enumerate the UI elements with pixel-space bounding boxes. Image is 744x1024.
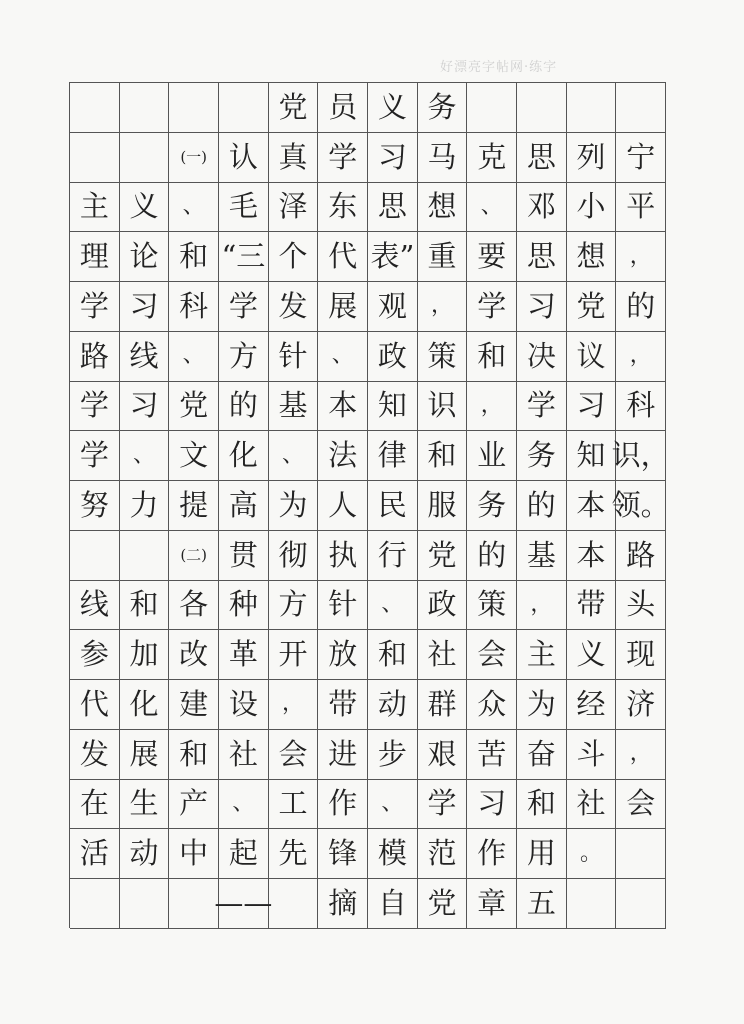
grid-cell: 律 <box>368 431 418 481</box>
grid-cell: 生 <box>120 780 170 830</box>
grid-cell: 、 <box>269 431 319 481</box>
grid-cell: 路 <box>70 332 120 382</box>
grid-cell: 宁 <box>616 133 666 183</box>
grid-cell: 本 <box>567 481 617 531</box>
grid-cell: 邓 <box>517 183 567 233</box>
grid-cell: 平 <box>616 183 666 233</box>
grid-cell: 服 <box>418 481 468 531</box>
grid-cell: 自 <box>368 879 418 929</box>
grid-cell: 个 <box>269 232 319 282</box>
grid-row <box>70 630 666 680</box>
grid-cell: 行 <box>368 531 418 581</box>
grid-cell: 中 <box>169 829 219 879</box>
grid-cell: 建 <box>169 680 219 730</box>
grid-cell: 表” <box>368 232 418 282</box>
grid-cell: 针 <box>269 332 319 382</box>
grid-cell <box>219 83 269 133</box>
grid-cell: 艰 <box>418 730 468 780</box>
grid-cell: 主 <box>70 183 120 233</box>
grid-cell: 化 <box>120 680 170 730</box>
grid-cell: 进 <box>318 730 368 780</box>
grid-cell: 放 <box>318 630 368 680</box>
grid-cell: 头 <box>616 581 666 631</box>
grid-row <box>70 282 666 332</box>
grid-cell: 人 <box>318 481 368 531</box>
grid-cell <box>120 531 170 581</box>
writing-grid <box>69 82 670 928</box>
grid-cell: 义 <box>120 183 170 233</box>
grid-cell <box>616 879 666 929</box>
grid-cell: 代 <box>318 232 368 282</box>
grid-cell: 作 <box>318 780 368 830</box>
grid-cell: 学 <box>70 382 120 432</box>
grid-cell: 经 <box>567 680 617 730</box>
grid-cell: 努 <box>70 481 120 531</box>
grid-row <box>70 332 666 382</box>
grid-cell: 党 <box>269 83 319 133</box>
grid-cell <box>567 83 617 133</box>
grid-cell <box>467 83 517 133</box>
grid-cell: 章 <box>467 879 517 929</box>
grid-row <box>70 431 670 481</box>
grid-cell: 动 <box>120 829 170 879</box>
grid-cell: —— <box>219 879 269 929</box>
grid-cell: 和 <box>368 630 418 680</box>
grid-cell: ， <box>616 232 666 282</box>
grid-cell <box>169 879 219 929</box>
grid-cell: 和 <box>169 730 219 780</box>
grid-cell: ， <box>616 332 666 382</box>
grid-cell: 学 <box>70 282 120 332</box>
grid-cell: 展 <box>120 730 170 780</box>
grid-cell: 在 <box>70 780 120 830</box>
grid-cell: 学 <box>70 431 120 481</box>
grid-cell: 五 <box>517 879 567 929</box>
grid-cell: 活 <box>70 829 120 879</box>
grid-cell <box>567 879 617 929</box>
grid-row <box>70 531 666 581</box>
grid-cell: 认 <box>219 133 269 183</box>
grid-cell: 习 <box>567 382 617 432</box>
grid-cell: ， <box>467 382 517 432</box>
grid-cell <box>120 879 170 929</box>
grid-cell: 文 <box>169 431 219 481</box>
grid-cell: 工 <box>269 780 319 830</box>
grid-cell: 社 <box>567 780 617 830</box>
grid-cell: 代 <box>70 680 120 730</box>
grid-row <box>70 581 666 631</box>
grid-cell: 思 <box>517 133 567 183</box>
grid-cell: 论 <box>120 232 170 282</box>
grid-cell: 社 <box>418 630 468 680</box>
grid-cell: 科 <box>169 282 219 332</box>
grid-row <box>70 730 666 780</box>
grid-cell: 济 <box>616 680 666 730</box>
grid-cell: 为 <box>269 481 319 531</box>
grid-cell: 的 <box>219 382 269 432</box>
grid-cell: (二) <box>169 531 219 581</box>
grid-cell: 列 <box>567 133 617 183</box>
grid-cell: 习 <box>368 133 418 183</box>
grid-cell: 步 <box>368 730 418 780</box>
grid-cell: 带 <box>318 680 368 730</box>
grid-cell: 知 <box>567 431 617 481</box>
grid-cell: 想 <box>567 232 617 282</box>
grid-row <box>70 879 666 929</box>
grid-cell: 学 <box>467 282 517 332</box>
grid-row <box>70 481 670 531</box>
grid-cell: 摘 <box>318 879 368 929</box>
grid-cell: 习 <box>517 282 567 332</box>
grid-cell <box>269 879 319 929</box>
grid-cell: 策 <box>467 581 517 631</box>
grid-cell: 高 <box>219 481 269 531</box>
grid-cell: 学 <box>219 282 269 332</box>
grid-cell: 路 <box>616 531 666 581</box>
grid-cell: 、 <box>467 183 517 233</box>
grid-cell <box>120 83 170 133</box>
grid-cell: 开 <box>269 630 319 680</box>
grid-cell: 毛 <box>219 183 269 233</box>
grid-cell: 的 <box>467 531 517 581</box>
grid-cell: 马 <box>418 133 468 183</box>
grid-cell: 想 <box>418 183 468 233</box>
grid-cell: 范 <box>418 829 468 879</box>
grid-cell: 苦 <box>467 730 517 780</box>
grid-cell: 东 <box>318 183 368 233</box>
grid-cell <box>616 83 666 133</box>
grid-row <box>70 780 666 830</box>
grid-cell <box>169 83 219 133</box>
grid-cell: 小 <box>567 183 617 233</box>
grid-cell: “三 <box>219 232 269 282</box>
grid-cell: 、 <box>368 780 418 830</box>
grid-cell <box>70 879 120 929</box>
grid-cell: 业 <box>467 431 517 481</box>
grid-cell: 学 <box>418 780 468 830</box>
grid-cell: 各 <box>169 581 219 631</box>
grid-cell: 务 <box>517 431 567 481</box>
grid-cell: 基 <box>517 531 567 581</box>
grid-cell: 的 <box>517 481 567 531</box>
grid-cell: 思 <box>368 183 418 233</box>
grid-cell: 策 <box>418 332 468 382</box>
grid-cell: 线 <box>70 581 120 631</box>
grid-cell: 主 <box>517 630 567 680</box>
grid-cell: 观 <box>368 282 418 332</box>
grid-cell: 会 <box>467 630 517 680</box>
grid-row <box>70 232 666 282</box>
grid-cell: 斗 <box>567 730 617 780</box>
grid-cell: 锋 <box>318 829 368 879</box>
grid-cell: 模 <box>368 829 418 879</box>
grid-cell: ， <box>616 730 666 780</box>
grid-cell: 本 <box>567 531 617 581</box>
grid-cell: 社 <box>219 730 269 780</box>
grid-cell: 。 <box>567 829 617 879</box>
grid-cell: 义 <box>368 83 418 133</box>
grid-cell: 提 <box>169 481 219 531</box>
grid-cell: 带 <box>567 581 617 631</box>
grid-row <box>70 133 666 183</box>
grid-cell: 发 <box>70 730 120 780</box>
grid-cell: 改 <box>169 630 219 680</box>
grid-cell: 习 <box>120 382 170 432</box>
grid-cell <box>120 133 170 183</box>
grid-cell: 、 <box>120 431 170 481</box>
grid-row <box>70 183 666 233</box>
grid-cell: 现 <box>616 630 666 680</box>
grid-cell: 真 <box>269 133 319 183</box>
grid-cell: 和 <box>169 232 219 282</box>
grid-cell: ， <box>418 282 468 332</box>
grid-cell: 、 <box>169 332 219 382</box>
grid-cell: 产 <box>169 780 219 830</box>
grid-cell: 识， <box>616 431 666 481</box>
grid-cell: 展 <box>318 282 368 332</box>
grid-cell: 化 <box>219 431 269 481</box>
grid-cell: 员 <box>318 83 368 133</box>
grid-cell: 为 <box>517 680 567 730</box>
grid-cell <box>517 83 567 133</box>
grid-cell: ， <box>269 680 319 730</box>
grid-cell: 学 <box>318 133 368 183</box>
grid-cell: 、 <box>219 780 269 830</box>
grid-cell: 作 <box>467 829 517 879</box>
grid-cell: 奋 <box>517 730 567 780</box>
grid-cell <box>70 133 120 183</box>
grid-cell: 习 <box>120 282 170 332</box>
grid-row <box>70 382 666 432</box>
grid-cell: 和 <box>418 431 468 481</box>
grid-cell: 务 <box>418 83 468 133</box>
grid-cell: 要 <box>467 232 517 282</box>
grid-cell: 彻 <box>269 531 319 581</box>
grid-cell: 参 <box>70 630 120 680</box>
grid-cell: 科 <box>616 382 666 432</box>
grid-cell: 用 <box>517 829 567 879</box>
grid-cell: 务 <box>467 481 517 531</box>
grid-cell: (一) <box>169 133 219 183</box>
grid-cell: 领。 <box>616 481 666 531</box>
grid-cell: 思 <box>517 232 567 282</box>
grid-row <box>70 83 666 133</box>
grid-cell: 群 <box>418 680 468 730</box>
grid-cell: 重 <box>418 232 468 282</box>
grid-cell: 起 <box>219 829 269 879</box>
faint-watermark: 好漂亮字帖网·练字 <box>440 60 558 75</box>
grid-cell: 发 <box>269 282 319 332</box>
grid-cell: 克 <box>467 133 517 183</box>
grid-cell: 先 <box>269 829 319 879</box>
grid-cell: 、 <box>318 332 368 382</box>
grid-cell: 本 <box>318 382 368 432</box>
grid-cell: 党 <box>418 879 468 929</box>
grid-cell: 执 <box>318 531 368 581</box>
grid-cell: 、 <box>368 581 418 631</box>
grid-cell: 会 <box>269 730 319 780</box>
grid-cell: 党 <box>567 282 617 332</box>
grid-cell: 动 <box>368 680 418 730</box>
grid-cell: 贯 <box>219 531 269 581</box>
grid-cell: 政 <box>418 581 468 631</box>
grid-cell: 基 <box>269 382 319 432</box>
grid-cell: 众 <box>467 680 517 730</box>
grid-cell: 的 <box>616 282 666 332</box>
grid-cell: 义 <box>567 630 617 680</box>
grid-cell: 习 <box>467 780 517 830</box>
grid-cell: 革 <box>219 630 269 680</box>
grid-cell: 和 <box>120 581 170 631</box>
grid-row <box>70 829 666 879</box>
grid-cell: 方 <box>269 581 319 631</box>
grid-cell: 政 <box>368 332 418 382</box>
grid-cell: 线 <box>120 332 170 382</box>
grid-cell: 方 <box>219 332 269 382</box>
grid-cell: 党 <box>418 531 468 581</box>
grid-cell: 民 <box>368 481 418 531</box>
grid-cell: ， <box>517 581 567 631</box>
grid-cell: 力 <box>120 481 170 531</box>
grid-cell: 决 <box>517 332 567 382</box>
grid-cell: 、 <box>169 183 219 233</box>
grid-cell: 种 <box>219 581 269 631</box>
grid-cell: 党 <box>169 382 219 432</box>
grid-cell <box>70 83 120 133</box>
grid-cell: 和 <box>517 780 567 830</box>
grid-row <box>70 680 666 730</box>
grid-cell: 理 <box>70 232 120 282</box>
grid-cell <box>70 531 120 581</box>
grid-cell: 和 <box>467 332 517 382</box>
grid-cell: 学 <box>517 382 567 432</box>
grid-cell: 议 <box>567 332 617 382</box>
grid-cell: 会 <box>616 780 666 830</box>
grid-cell: 加 <box>120 630 170 680</box>
grid-cell: 针 <box>318 581 368 631</box>
grid-cell: 法 <box>318 431 368 481</box>
grid-cell: 泽 <box>269 183 319 233</box>
grid-cell: 设 <box>219 680 269 730</box>
grid-cell: 识 <box>418 382 468 432</box>
grid-cell <box>616 829 666 879</box>
grid-cell: 知 <box>368 382 418 432</box>
